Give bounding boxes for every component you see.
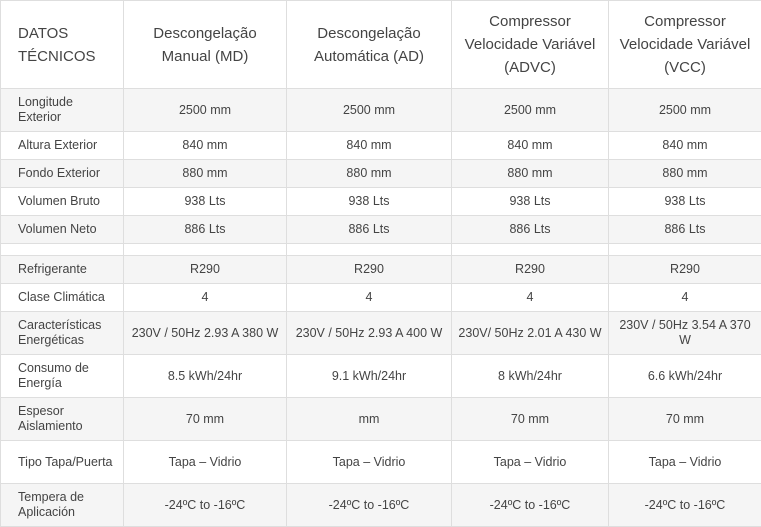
- table-row: [1, 160, 761, 188]
- table-cell: [609, 244, 761, 256]
- table-cell: 886 Lts: [124, 216, 287, 244]
- row-label: Volumen Neto: [1, 216, 124, 244]
- table-cell: mm: [287, 398, 452, 441]
- table-cell: -24ºC to -16ºC: [124, 484, 287, 527]
- row-label: [1, 244, 124, 256]
- table-cell: 70 mm: [609, 398, 761, 441]
- table-cell: 880 mm: [124, 160, 287, 188]
- table-cell: Tapa – Vidrio: [609, 441, 761, 484]
- table-cell: 4: [609, 284, 761, 312]
- header-advc: Compressor Velocidade Variável (ADVC): [452, 1, 609, 89]
- table-row: [1, 441, 761, 484]
- table-cell: 938 Lts: [287, 188, 452, 216]
- table-row: [1, 355, 761, 398]
- table-row: [1, 484, 761, 527]
- table-cell: -24ºC to -16ºC: [452, 484, 609, 527]
- table-row: [1, 284, 761, 312]
- table-cell: Tapa – Vidrio: [124, 441, 287, 484]
- table-row: [1, 188, 761, 216]
- table-cell: 2500 mm: [287, 89, 452, 132]
- table-cell: 70 mm: [452, 398, 609, 441]
- header-row: [1, 1, 761, 89]
- table-cell: 840 mm: [452, 132, 609, 160]
- table-cell: 938 Lts: [609, 188, 761, 216]
- row-label: Volumen Bruto: [1, 188, 124, 216]
- table-cell: [452, 244, 609, 256]
- table-row: [1, 256, 761, 284]
- header-automatic-defrost: Descongelação Automática (AD): [287, 1, 452, 89]
- table-cell: 2500 mm: [609, 89, 761, 132]
- row-label: Espesor Aislamiento: [1, 398, 124, 441]
- table-cell: [124, 244, 287, 256]
- row-label: Fondo Exterior: [1, 160, 124, 188]
- table-cell: 4: [452, 284, 609, 312]
- table-row: [1, 132, 761, 160]
- table-row: [1, 216, 761, 244]
- table-cell: 886 Lts: [287, 216, 452, 244]
- table-cell: -24ºC to -16ºC: [609, 484, 761, 527]
- table-cell: [287, 244, 452, 256]
- table-cell: 230V/ 50Hz 2.01 A 430 W: [452, 312, 609, 355]
- table-cell: 880 mm: [287, 160, 452, 188]
- table-cell: -24ºC to -16ºC: [287, 484, 452, 527]
- table-cell: 9.1 kWh/24hr: [287, 355, 452, 398]
- table-row-spacer: [1, 244, 761, 256]
- table-cell: 880 mm: [452, 160, 609, 188]
- table-cell: 70 mm: [124, 398, 287, 441]
- row-label: Refrigerante: [1, 256, 124, 284]
- table-cell: 4: [124, 284, 287, 312]
- table-cell: 2500 mm: [124, 89, 287, 132]
- header-datos-tecnicos: DATOS TÉCNICOS: [1, 1, 124, 89]
- row-label: Tempera de Aplicación: [1, 484, 124, 527]
- table-cell: 230V / 50Hz 3.54 A 370 W: [609, 312, 761, 355]
- table-cell: 230V / 50Hz 2.93 A 380 W: [124, 312, 287, 355]
- table-cell: 886 Lts: [609, 216, 761, 244]
- header-vcc: Compressor Velocidade Variável (VCC): [609, 1, 761, 89]
- table-row: [1, 89, 761, 132]
- table-cell: 8.5 kWh/24hr: [124, 355, 287, 398]
- row-label: Longitude Exterior: [1, 89, 124, 132]
- table-cell: 840 mm: [609, 132, 761, 160]
- table-cell: R290: [452, 256, 609, 284]
- table-cell: R290: [609, 256, 761, 284]
- row-label: Tipo Tapa/Puerta: [1, 441, 124, 484]
- table-cell: 6.6 kWh/24hr: [609, 355, 761, 398]
- table-cell: 886 Lts: [452, 216, 609, 244]
- table-cell: 840 mm: [287, 132, 452, 160]
- table-cell: Tapa – Vidrio: [452, 441, 609, 484]
- table-row: [1, 312, 761, 355]
- table-cell: 230V / 50Hz 2.93 A 400 W: [287, 312, 452, 355]
- table-cell: 2500 mm: [452, 89, 609, 132]
- row-label: Consumo de Energía: [1, 355, 124, 398]
- table-row: [1, 398, 761, 441]
- row-label: Clase Climática: [1, 284, 124, 312]
- table-cell: 8 kWh/24hr: [452, 355, 609, 398]
- table-cell: R290: [124, 256, 287, 284]
- table-cell: 938 Lts: [452, 188, 609, 216]
- row-label: Características Energéticas: [1, 312, 124, 355]
- table-cell: 880 mm: [609, 160, 761, 188]
- header-manual-defrost: Descongelação Manual (MD): [124, 1, 287, 89]
- table-cell: Tapa – Vidrio: [287, 441, 452, 484]
- row-label: Altura Exterior: [1, 132, 124, 160]
- table-cell: 4: [287, 284, 452, 312]
- table-cell: R290: [287, 256, 452, 284]
- table-cell: 840 mm: [124, 132, 287, 160]
- table-cell: 938 Lts: [124, 188, 287, 216]
